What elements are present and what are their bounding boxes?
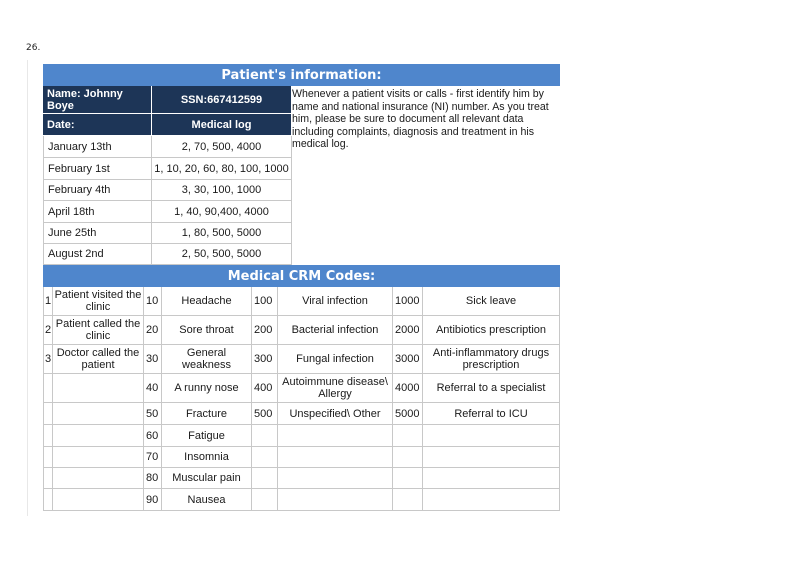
crm-description-cell[interactable]: Nausea (162, 489, 252, 511)
crm-code-cell[interactable] (43, 489, 53, 511)
crm-description-cell[interactable]: Fatigue (162, 425, 252, 447)
crm-description-cell[interactable] (423, 425, 560, 447)
page-number: 26. (26, 43, 41, 53)
crm-code-cell[interactable]: 60 (144, 425, 162, 447)
crm-code-cell[interactable]: 1 (43, 287, 53, 316)
log-date-cell[interactable]: January 13th (43, 136, 152, 158)
log-codes-cell[interactable]: 3, 30, 100, 1000 (152, 180, 292, 201)
crm-code-cell[interactable]: 10 (144, 287, 162, 316)
crm-code-cell[interactable] (252, 468, 278, 489)
crm-description-cell[interactable]: Doctor called the patient (53, 345, 144, 374)
crm-code-cell[interactable] (43, 468, 53, 489)
crm-description-cell[interactable]: Unspecified\ Other (278, 403, 393, 425)
crm-code-cell[interactable]: 200 (252, 316, 278, 345)
crm-code-cell[interactable] (252, 489, 278, 511)
crm-code-cell[interactable]: 80 (144, 468, 162, 489)
crm-description-cell[interactable] (53, 489, 144, 511)
crm-code-cell[interactable] (393, 489, 423, 511)
crm-description-cell[interactable] (53, 468, 144, 489)
crm-code-cell[interactable]: 90 (144, 489, 162, 511)
crm-code-cell[interactable] (393, 447, 423, 468)
crm-description-cell[interactable]: Autoimmune disease\ Allergy (278, 374, 393, 403)
crm-code-cell[interactable]: 30 (144, 345, 162, 374)
spreadsheet (43, 64, 560, 511)
crm-code-cell[interactable]: 3000 (393, 345, 423, 374)
crm-description-cell[interactable]: Headache (162, 287, 252, 316)
log-date-cell[interactable]: June 25th (43, 223, 152, 244)
instructions-note: Whenever a patient visits or calls - first identify him by name and national insurance (NI) number. As you treat him, please be sure to document all relevant data including complaints, diagnosis and treatment in his medical log. (292, 88, 549, 150)
crm-code-cell[interactable]: 50 (144, 403, 162, 425)
crm-description-cell[interactable]: General weakness (162, 345, 252, 374)
crm-description-cell[interactable]: Insomnia (162, 447, 252, 468)
crm-code-cell[interactable]: 300 (252, 345, 278, 374)
crm-description-cell[interactable]: A runny nose (162, 374, 252, 403)
crm-code-cell[interactable]: 4000 (393, 374, 423, 403)
crm-description-cell[interactable] (53, 447, 144, 468)
crm-code-cell[interactable]: 2 (43, 316, 53, 345)
crm-code-cell[interactable]: 5000 (393, 403, 423, 425)
crm-code-cell[interactable]: 20 (144, 316, 162, 345)
log-date-cell[interactable]: August 2nd (43, 244, 152, 265)
patient-name[interactable]: Name: Johnny Boye (43, 86, 152, 114)
log-date-cell[interactable]: April 18th (43, 201, 152, 223)
crm-description-cell[interactable]: Viral infection (278, 287, 393, 316)
margin-line (27, 60, 28, 516)
crm-code-cell[interactable] (252, 447, 278, 468)
crm-description-cell[interactable]: Referral to ICU (423, 403, 560, 425)
crm-code-cell[interactable]: 400 (252, 374, 278, 403)
patient-ssn[interactable]: SSN:667412599 (152, 86, 292, 114)
crm-description-cell[interactable] (53, 403, 144, 425)
crm-code-cell[interactable]: 500 (252, 403, 278, 425)
crm-code-cell[interactable]: 2000 (393, 316, 423, 345)
crm-description-cell[interactable] (423, 468, 560, 489)
crm-description-cell[interactable] (53, 374, 144, 403)
crm-description-cell[interactable] (423, 447, 560, 468)
patient-info-title: Patient's information: (43, 64, 560, 86)
crm-description-cell[interactable] (278, 468, 393, 489)
crm-description-cell[interactable]: Muscular pain (162, 468, 252, 489)
crm-description-cell[interactable]: Bacterial infection (278, 316, 393, 345)
log-codes-cell[interactable]: 1, 80, 500, 5000 (152, 223, 292, 244)
crm-code-cell[interactable] (43, 403, 53, 425)
crm-description-cell[interactable]: Patient called the clinic (53, 316, 144, 345)
crm-description-cell[interactable]: Anti-inflammatory drugs prescription (423, 345, 560, 374)
crm-description-cell[interactable]: Fracture (162, 403, 252, 425)
log-codes-cell[interactable]: 2, 50, 500, 5000 (152, 244, 292, 265)
crm-code-cell[interactable]: 3 (43, 345, 53, 374)
crm-code-cell[interactable] (43, 425, 53, 447)
crm-description-cell[interactable]: Referral to a specialist (423, 374, 560, 403)
crm-code-cell[interactable]: 40 (144, 374, 162, 403)
log-codes-cell[interactable]: 1, 10, 20, 60, 80, 100, 1000 (152, 158, 292, 180)
crm-code-cell[interactable] (393, 468, 423, 489)
log-header[interactable]: Medical log (152, 114, 292, 136)
log-date-cell[interactable]: February 4th (43, 180, 152, 201)
log-codes-cell[interactable]: 1, 40, 90,400, 4000 (152, 201, 292, 223)
crm-description-cell[interactable]: Fungal infection (278, 345, 393, 374)
crm-description-cell[interactable]: Patient visited the clinic (53, 287, 144, 316)
crm-code-cell[interactable] (252, 425, 278, 447)
crm-description-cell[interactable]: Sore throat (162, 316, 252, 345)
crm-code-cell[interactable] (43, 447, 53, 468)
crm-code-cell[interactable]: 70 (144, 447, 162, 468)
crm-code-cell[interactable] (393, 425, 423, 447)
crm-description-cell[interactable] (278, 489, 393, 511)
date-header[interactable]: Date: (43, 114, 152, 136)
log-codes-cell[interactable]: 2, 70, 500, 4000 (152, 136, 292, 158)
log-date-cell[interactable]: February 1st (43, 158, 152, 180)
crm-title: Medical CRM Codes: (43, 265, 560, 287)
crm-description-cell[interactable] (423, 489, 560, 511)
crm-code-cell[interactable] (43, 374, 53, 403)
crm-description-cell[interactable] (278, 447, 393, 468)
crm-description-cell[interactable] (53, 425, 144, 447)
crm-description-cell[interactable]: Antibiotics prescription (423, 316, 560, 345)
crm-code-cell[interactable]: 1000 (393, 287, 423, 316)
crm-code-cell[interactable]: 100 (252, 287, 278, 316)
crm-description-cell[interactable]: Sick leave (423, 287, 560, 316)
crm-description-cell[interactable] (278, 425, 393, 447)
